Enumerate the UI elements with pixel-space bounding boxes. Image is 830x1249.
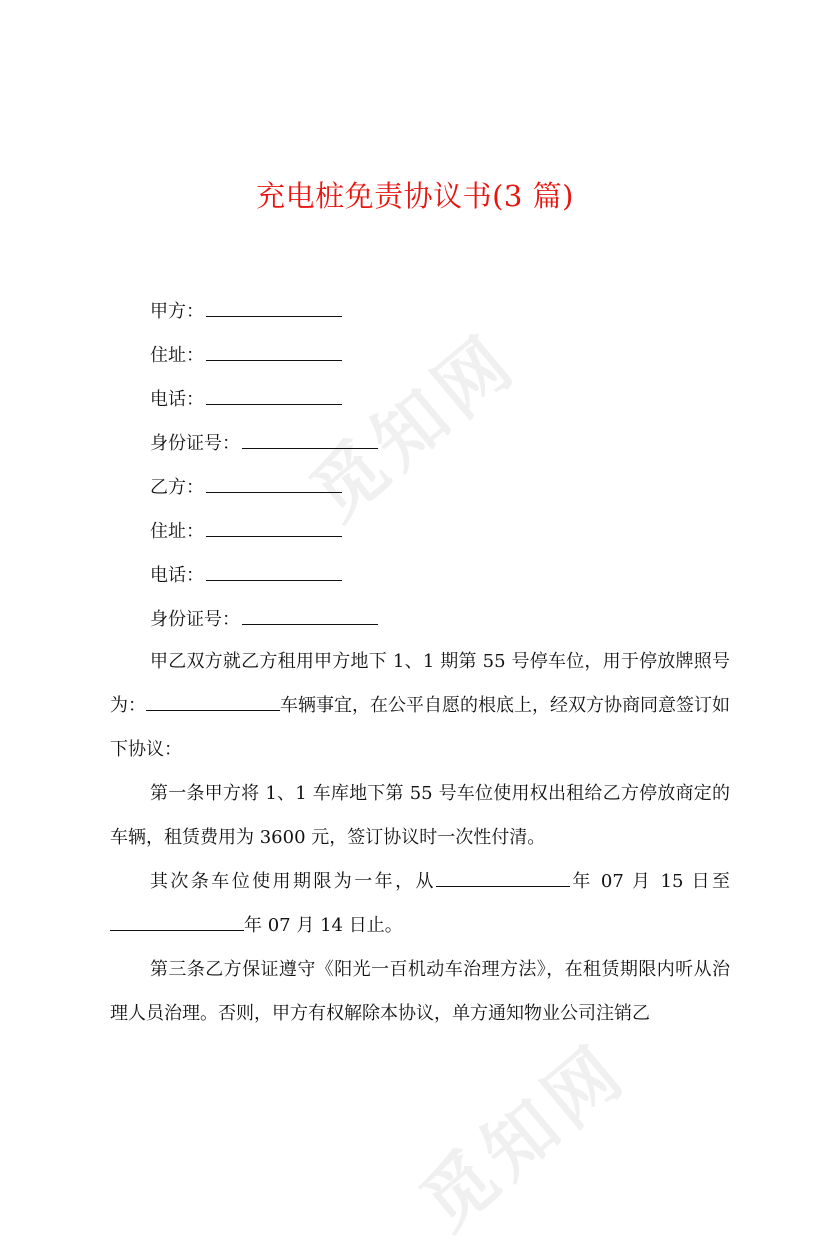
watermark: 觅知网 [294, 317, 533, 536]
document-title: 充电桩免责协议书(3 篇) [256, 179, 574, 213]
paragraph-intro [110, 640, 730, 772]
blank-line [146, 692, 280, 711]
paragraph-text: 其次条车位使用期限为一年，从 [150, 871, 436, 892]
blank-line [206, 384, 342, 405]
paragraph-article-1: 第一条甲方将 1、1 车库地下第 55 号车位使用权出租给乙方停放商定的车辆，租赁费用为 3600 元，签订协议时一次性付清。 [110, 783, 730, 848]
field-phone-a [150, 384, 730, 428]
blank-line [206, 472, 342, 493]
blank-line [206, 516, 342, 537]
agreement-body [110, 640, 730, 1036]
field-label: 身份证号： [150, 433, 240, 454]
field-address-b [150, 516, 730, 560]
watermark: 觅知网 [404, 1027, 643, 1246]
field-phone-b [150, 560, 730, 604]
blank-line [242, 428, 378, 449]
field-label: 电话： [150, 565, 204, 586]
paragraph-text: 年 07 月 14 日止。 [244, 915, 403, 936]
field-id-a [150, 428, 730, 472]
field-label: 乙方： [150, 477, 204, 498]
blank-line [206, 296, 342, 317]
field-party-b [150, 472, 730, 516]
paragraph-text: 年 07 月 15 日至 [569, 871, 730, 892]
field-label: 住址： [150, 345, 204, 366]
paragraph-text: 甲乙双方就乙方租用甲方地下 1、1 期第 55 号停车位，用于停放牌照号为： [110, 651, 730, 716]
field-party-a [150, 296, 730, 340]
blank-line [110, 912, 244, 931]
field-address-a [150, 340, 730, 384]
blank-line [436, 868, 570, 887]
paragraph-article-2 [110, 860, 730, 948]
paragraph-article-3: 第三条乙方保证遵守《阳光一百机动车治理方法》，在租赁期限内听从治理人员治理。否则，甲方有权解除本协议，单方通知物业公司注销乙 [110, 959, 730, 1024]
field-label: 电话： [150, 389, 204, 410]
blank-line [242, 604, 378, 625]
blank-line [206, 340, 342, 361]
paragraph-text: 车辆事宜，在公平自愿的根底上，经双方协商同意签订如下协议： [110, 695, 730, 760]
blank-line [206, 560, 342, 581]
field-label: 身份证号： [150, 609, 240, 630]
field-label: 住址： [150, 521, 204, 542]
party-fields [150, 296, 730, 648]
field-label: 甲方： [150, 301, 204, 322]
